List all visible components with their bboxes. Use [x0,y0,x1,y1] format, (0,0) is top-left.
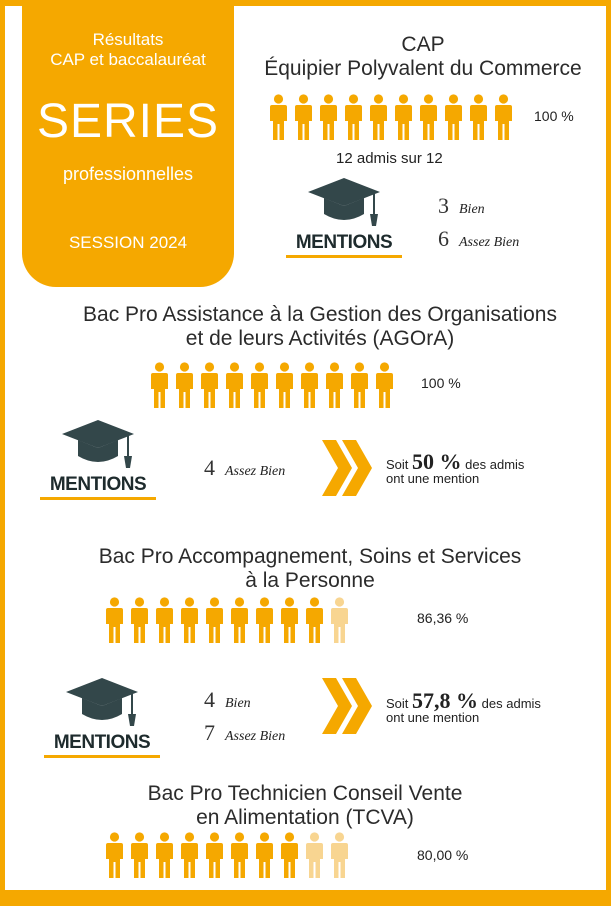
person-icon [274,362,295,408]
section-tcva-title-line1: Bac Pro Technicien Conseil Vente [147,782,463,805]
section-assp-title-line2: à la Personne [245,569,375,592]
person-icon [299,362,320,408]
banner-line2: CAP et baccalauréat [50,50,206,69]
person-icon [324,362,345,408]
mention-label: Assez Bien [459,235,520,250]
section-cap-title-line2: Équipier Polyvalent du Commerce [264,57,582,80]
person-icon [179,832,200,878]
person-icon [204,832,225,878]
person-icon [293,94,314,140]
mention-count: 4 [204,455,215,480]
section-cap-percent: 100 % [534,108,574,124]
section-agora-title [40,303,600,351]
person-row [149,362,395,408]
person-icon [443,94,464,140]
person-icon [254,597,275,643]
section-cap-title [238,33,608,81]
soit-suffix: des admis [481,696,541,711]
person-icon [199,362,220,408]
person-icon [129,832,150,878]
soit-line2: ont une mention [386,471,480,486]
banner-series: SERIES [36,95,220,148]
banner-professionnelles: professionnelles [62,164,194,184]
person-icon [318,94,339,140]
mention-label: Assez Bien [225,464,286,479]
soit-prefix: Soit [386,457,409,472]
soit-prefix: Soit [386,696,409,711]
person-icon [268,94,289,140]
mentions-label: MENTIONS [53,732,151,753]
mentions-badge [38,416,158,500]
person-icon [104,832,125,878]
person-icon [154,832,175,878]
mention-count: 3 [438,193,449,218]
person-icon [374,362,395,408]
soit-line2: ont une mention [386,710,480,725]
person-icon [154,597,175,643]
mentions-badge [284,174,404,258]
person-icon [149,362,170,408]
person-icon [174,362,195,408]
person-row [268,94,514,140]
person-icon [349,362,370,408]
mentions-underline [286,255,402,258]
section-agora-percent: 100 % [421,375,461,391]
section-assp-title [40,545,580,593]
person-icon [129,597,150,643]
person-icon [493,94,514,140]
soit-value: 57,8 % [412,688,479,713]
graduation-cap-icon [62,674,142,730]
person-icon [329,832,350,878]
soit-suffix: des admis [465,457,525,472]
mention-label: Bien [225,696,251,711]
person-icon [393,94,414,140]
section-tcva-percent: 80,00 % [417,847,469,863]
person-icon [329,597,350,643]
banner-line1: Résultats [92,30,164,49]
section-agora-soit [386,449,525,486]
graduation-cap-icon [58,416,138,472]
mention-count: 4 [204,687,215,712]
mention-line [438,226,519,252]
person-icon [224,362,245,408]
mention-line [204,455,285,481]
person-icon [204,597,225,643]
person-row [104,832,350,878]
section-tcva-title-line2: en Alimentation (TCVA) [196,806,414,829]
section-agora-title-line2: et de leurs Activités (AGOrA) [185,327,455,350]
person-icon [249,362,270,408]
person-icon [304,597,325,643]
section-assp-percent: 86,36 % [417,610,469,626]
graduation-cap-icon [304,174,384,230]
person-icon [368,94,389,140]
double-chevron-icon [322,678,376,734]
mention-label: Bien [459,202,485,217]
banner-session: SESSION 2024 [68,233,188,252]
mentions-underline [44,755,160,758]
person-icon [279,597,300,643]
soit-value: 50 % [412,449,462,474]
section-assp-title-line1: Bac Pro Accompagnement, Soins et Services [98,545,522,568]
mention-count: 7 [204,720,215,745]
section-assp-soit [386,688,541,725]
person-icon [418,94,439,140]
person-icon [229,832,250,878]
mention-label: Assez Bien [225,729,286,744]
section-agora-title-line1: Bac Pro Assistance à la Gestion des Organisations [83,303,557,326]
section-tcva-title [100,782,510,830]
frame-bottom-border [0,890,611,906]
mention-count: 6 [438,226,449,251]
person-row [104,597,350,643]
person-icon [254,832,275,878]
double-chevron-icon [322,440,376,496]
person-icon [279,832,300,878]
person-icon [104,597,125,643]
header-banner [22,0,234,287]
frame-right-border [606,0,611,906]
mentions-label: MENTIONS [49,474,147,495]
section-cap-title-line1: CAP [401,33,445,56]
banner-kicker [22,30,234,70]
mention-line [438,193,485,219]
person-icon [179,597,200,643]
person-icon [304,832,325,878]
mentions-label: MENTIONS [295,232,393,253]
frame-left-border [0,0,5,906]
person-icon [468,94,489,140]
section-cap-admis: 12 admis sur 12 [336,150,443,167]
mentions-underline [40,497,156,500]
mentions-badge [42,674,162,758]
person-icon [229,597,250,643]
mention-line [204,720,285,746]
person-icon [343,94,364,140]
mention-line [204,687,251,713]
